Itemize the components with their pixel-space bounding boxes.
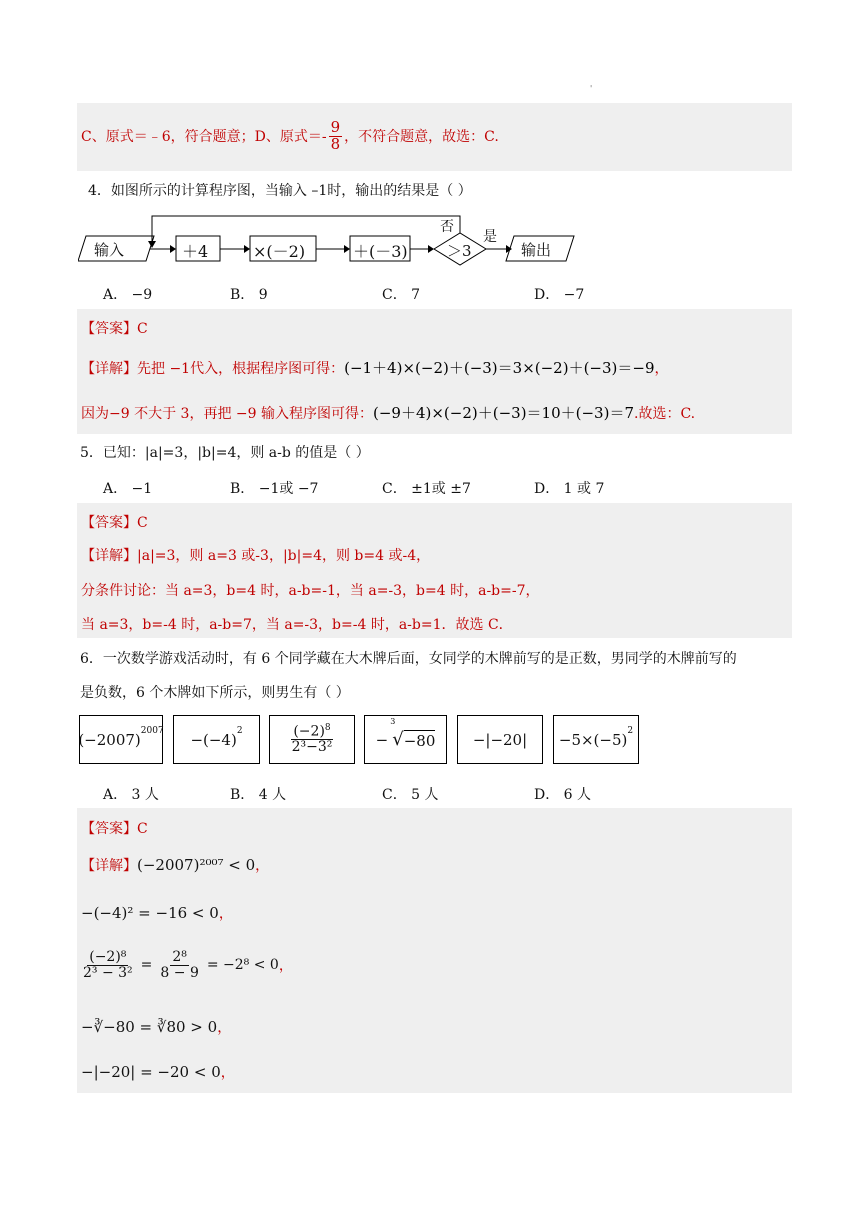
q5-option-c: C． ±1或 ±7 <box>382 481 471 497</box>
flow-no-label: 否 <box>440 219 454 235</box>
q6-detail-line4 <box>81 1017 231 1037</box>
q5-detail-line1: 【详解】|a|=3，则 a=3 或-3，|b|=4，则 b=4 或-4， <box>81 548 431 564</box>
q5-stem: 5．已知：|a|=3，|b|=4，则 a-b 的值是（ ） <box>80 445 370 461</box>
detail-label: 【详解】 <box>81 361 137 377</box>
detail-sep: ， <box>278 958 293 975</box>
q6-detail-line1 <box>81 855 269 875</box>
radicand: −80 <box>403 731 436 750</box>
card-exponent: 2 <box>236 726 243 736</box>
q6-card-1 <box>79 715 163 764</box>
fraction-numerator: 9 <box>330 118 341 136</box>
q6-option-a: A． 3 人 <box>103 787 159 803</box>
q6-card-3 <box>269 715 355 764</box>
detail-text: 因为−9 不大于 3，再把 −9 输入程序图可得： <box>81 406 373 422</box>
q6-stem-line1: 6．一次数学游戏活动时，有 6 个同学藏在大木牌后面，女同学的木牌前写的是正数，男同学的木牌前写的 <box>80 651 737 667</box>
prev-detail-text <box>81 120 499 153</box>
detail-math: −|−20| = −20 < 0 <box>81 1063 221 1081</box>
q6-card-6 <box>553 715 639 764</box>
q4-detail-line2 <box>81 402 695 423</box>
q4-answer: 【答案】C <box>81 321 148 337</box>
q5-option-a: A． −1 <box>103 481 153 497</box>
root-index: 3 <box>390 717 396 726</box>
q6-detail-line2 <box>81 903 233 923</box>
q6-detail-line3 <box>81 950 293 980</box>
detail-sep: ， <box>220 1065 235 1081</box>
prev-detail-part2: ，不符合题意，故选：C. <box>344 129 499 146</box>
detail-sep: ， <box>218 906 233 922</box>
detail-text: 先把 −1代入，根据程序图可得： <box>137 361 345 377</box>
radical-sign: √ <box>392 729 404 750</box>
prev-detail-part1: C、原式＝﹣6，符合题意；D、原式＝- <box>81 129 327 146</box>
q6-option-d: D． 6 人 <box>534 787 592 803</box>
detail-end: ， <box>654 361 669 377</box>
q6-detail-line5 <box>81 1062 235 1082</box>
detail-fraction-2 <box>158 950 200 980</box>
q4-option-a: A． −9 <box>103 287 153 303</box>
q4-detail-line1 <box>81 357 669 378</box>
q4-option-c: C． 7 <box>382 287 421 303</box>
q5-detail-line3: 当 a=3，b=-4 时，a-b=7，当 a=-3，b=-4 时，a-b=1．故选 C． <box>81 617 513 633</box>
q6-option-c: C． 5 人 <box>382 787 439 803</box>
card-base: −5×(−5) <box>558 730 628 749</box>
detail-rest: = −2⁸ < 0 <box>206 957 279 974</box>
card-prefix: − <box>375 730 389 749</box>
fraction-numerator: (−2)⁸ <box>89 949 127 965</box>
flow-step3-label: ＋(－3) <box>353 242 408 261</box>
q6-answer: 【答案】C <box>81 821 148 837</box>
cube-root <box>390 717 436 750</box>
card-num-exponent: 8 <box>324 722 331 733</box>
flow-input-label: 输入 <box>94 241 125 259</box>
fraction-denominator: 2³ − 3² <box>83 964 133 981</box>
flow-step2-label: ×(－2) <box>253 242 306 261</box>
q5-option-d: D． 1 或 7 <box>534 481 605 497</box>
fraction-denominator: 8 <box>330 134 341 153</box>
q4-stem: 4．如图所示的计算程序图，当输入 –1时，输出的结果是（ ） <box>88 183 472 199</box>
q5-detail-line2: 分条件讨论：当 a=3，b=4 时，a-b=-1，当 a=-3，b=4 时，a-b=-7， <box>81 583 540 599</box>
detail-math: (−1＋4)×(−2)＋(−3)＝3×(−2)＋(−3)＝−9 <box>344 359 655 377</box>
q6-card-5 <box>457 715 543 764</box>
flow-output-label: 输出 <box>521 241 552 259</box>
detail-math: (−9＋4)×(−2)＋(−3)＝10＋(−3)＝7 <box>372 404 634 422</box>
fraction-denominator: 8 − 9 <box>160 964 199 981</box>
fraction-denominator: 2³−3² <box>291 739 333 756</box>
detail-sep: ， <box>255 858 270 874</box>
detail-math: −∛−80 = ∛80 > 0 <box>81 1018 218 1036</box>
detail-math: (−2007)²⁰⁰⁷ < 0 <box>137 856 256 874</box>
q4-option-d: D． −7 <box>534 287 585 303</box>
q5-option-b: B． −1或 −7 <box>230 481 319 497</box>
detail-end: .故选：C. <box>634 406 696 422</box>
card-expression: −|−20| <box>472 730 528 749</box>
q5-answer: 【答案】C <box>81 515 148 531</box>
card-fraction <box>290 724 335 755</box>
card-base: −(−4) <box>190 730 237 749</box>
q6-card-4 <box>364 715 447 764</box>
detail-math: −(−4)² = −16 < 0 <box>81 904 219 922</box>
card-num-base: (−2) <box>293 723 325 740</box>
card-base: (−2007) <box>78 730 141 749</box>
fraction-numerator <box>291 724 332 740</box>
fraction-numerator: 2⁸ <box>172 949 187 965</box>
prev-detail-fraction <box>329 120 343 153</box>
card-exponent: 2 <box>627 726 634 736</box>
q6-stem-line2: 是负数，6 个木牌如下所示，则男生有（ ） <box>80 685 350 701</box>
card-exponent: 2007 <box>140 726 164 736</box>
equals-sign: = <box>140 957 153 974</box>
q4-flowchart <box>78 212 598 272</box>
q6-card-2 <box>173 715 260 764</box>
page-mark: ' <box>590 84 593 93</box>
detail-sep: ， <box>217 1020 232 1036</box>
detail-label: 【详解】 <box>81 858 137 874</box>
flow-step1-label: ＋4 <box>182 242 209 261</box>
flow-condition-label: ＞3 <box>447 242 472 260</box>
q6-option-b: B． 4 人 <box>230 787 287 803</box>
flow-yes-label: 是 <box>483 229 497 245</box>
detail-fraction-1 <box>81 950 135 980</box>
q4-option-b: B． 9 <box>230 287 268 303</box>
